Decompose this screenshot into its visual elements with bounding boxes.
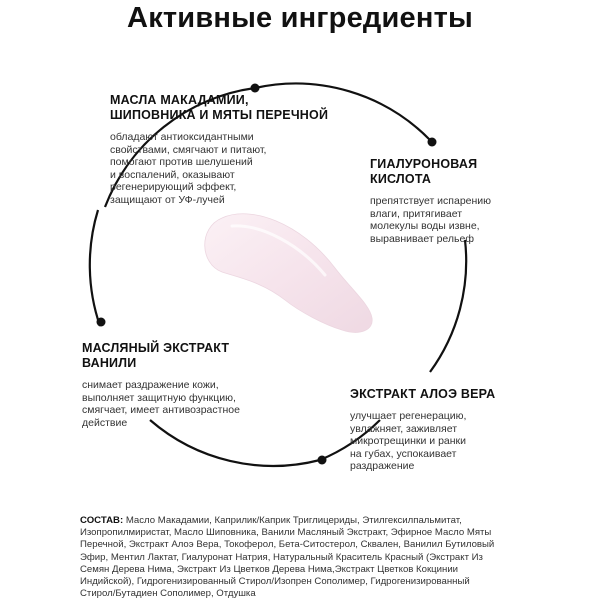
desc-line: действие (82, 416, 128, 429)
desc-line: улучшает регенерацию, (350, 410, 467, 422)
heading-line: ГИАЛУРОНОВАЯ (370, 157, 478, 171)
circle-dot-left (97, 318, 106, 327)
desc-line: выполняет защитную функцию, (82, 391, 236, 404)
ingredient-heading (370, 157, 560, 187)
desc-line: микротрещинки и ранки (350, 435, 467, 448)
composition-line: Изопропилмиристат, Масло Шиповника, Ванили Масляный Экстракт, Эфирное Масло Мяты (80, 527, 492, 539)
ingredient-heading (110, 93, 350, 123)
desc-line: влаги, притягивает (370, 207, 463, 220)
composition-line: Семян Дерева Нима, Экстракт Из Цветков Дерева Нима,Экстракт Цветков Кокцинии (80, 563, 459, 575)
circle-dot-top (251, 84, 260, 93)
ingredient-vanilla (82, 341, 302, 429)
page-title: Активные ингредиенты (127, 2, 473, 34)
heading-line: ШИПОВНИКА И МЯТЫ ПЕРЕЧНОЙ (110, 108, 329, 122)
desc-line: регенерирующий эффект, (110, 181, 237, 194)
composition-line: Перечной, Экстракт Алоэ Вера, Токоферол, Бета-Ситостерол, Сквален, Ванилил Бутиловый (80, 539, 495, 551)
desc-line: свойствами, смягчают и питают, (110, 143, 267, 156)
desc-line: на губах, успокаивает (350, 447, 457, 460)
composition-text (80, 515, 540, 600)
ingredient-heading (350, 387, 550, 402)
ingredient-description (82, 379, 302, 429)
ingredient-aloe (350, 387, 550, 473)
composition-label: СОСТАВ: (80, 515, 124, 526)
desc-line: молекулы воды извне, (370, 220, 480, 233)
desc-line: обладают антиоксидантными (110, 131, 254, 143)
ingredient-macadamia (110, 93, 350, 207)
composition-line-text: Масло Макадамии, Каприлик/Каприк Триглицериды, Этилгексилпальмитат, (123, 515, 462, 526)
desc-line: раздражение (350, 460, 415, 473)
heading-line: МАСЛА МАКАДАМИИ, (110, 93, 249, 107)
desc-line: и воспалений, оказывают (110, 168, 235, 181)
circle-dot-right (428, 138, 437, 147)
composition-line: Стирол/Бутадиен Сополимер, Отдушка (80, 588, 256, 600)
composition-line: Индийской), Гидрогенизированный Стирол/Изопрен Сополимер, Гидрогенизированный (80, 576, 470, 588)
circle-arc-right-lower (430, 240, 466, 372)
ingredient-hyaluronic (370, 157, 560, 245)
composition-line (80, 515, 540, 527)
ingredient-description (370, 195, 560, 245)
circle-arc-left (90, 210, 100, 326)
heading-line: КИСЛОТА (370, 172, 432, 186)
ingredient-heading (82, 341, 302, 371)
desc-line: увлажняет, заживляет (350, 422, 458, 435)
ingredient-description (110, 131, 350, 207)
composition-line: Эфир, Ментил Лактат, Гиалуронат Натрия, Натуральный Краситель Красный (Экстракт Из (80, 551, 483, 563)
heading-line: ЭКСТРАКТ АЛОЭ ВЕРА (350, 387, 496, 401)
desc-line: помогают против шелушений (110, 156, 253, 169)
desc-line: препятствует испарению (370, 195, 492, 207)
heading-line: ВАНИЛИ (82, 356, 137, 370)
desc-line: смягчает, имеет антивозрастное (82, 404, 240, 417)
desc-line: снимает раздражение кожи, (82, 379, 219, 391)
heading-line: МАСЛЯНЫЙ ЭКСТРАКТ (82, 341, 230, 355)
desc-line: выравнивает рельеф (370, 232, 474, 245)
desc-line: защищают от УФ-лучей (110, 193, 225, 206)
circle-dot-bottom (318, 456, 327, 465)
ingredient-description (350, 410, 550, 473)
cream-swatch (205, 214, 372, 333)
